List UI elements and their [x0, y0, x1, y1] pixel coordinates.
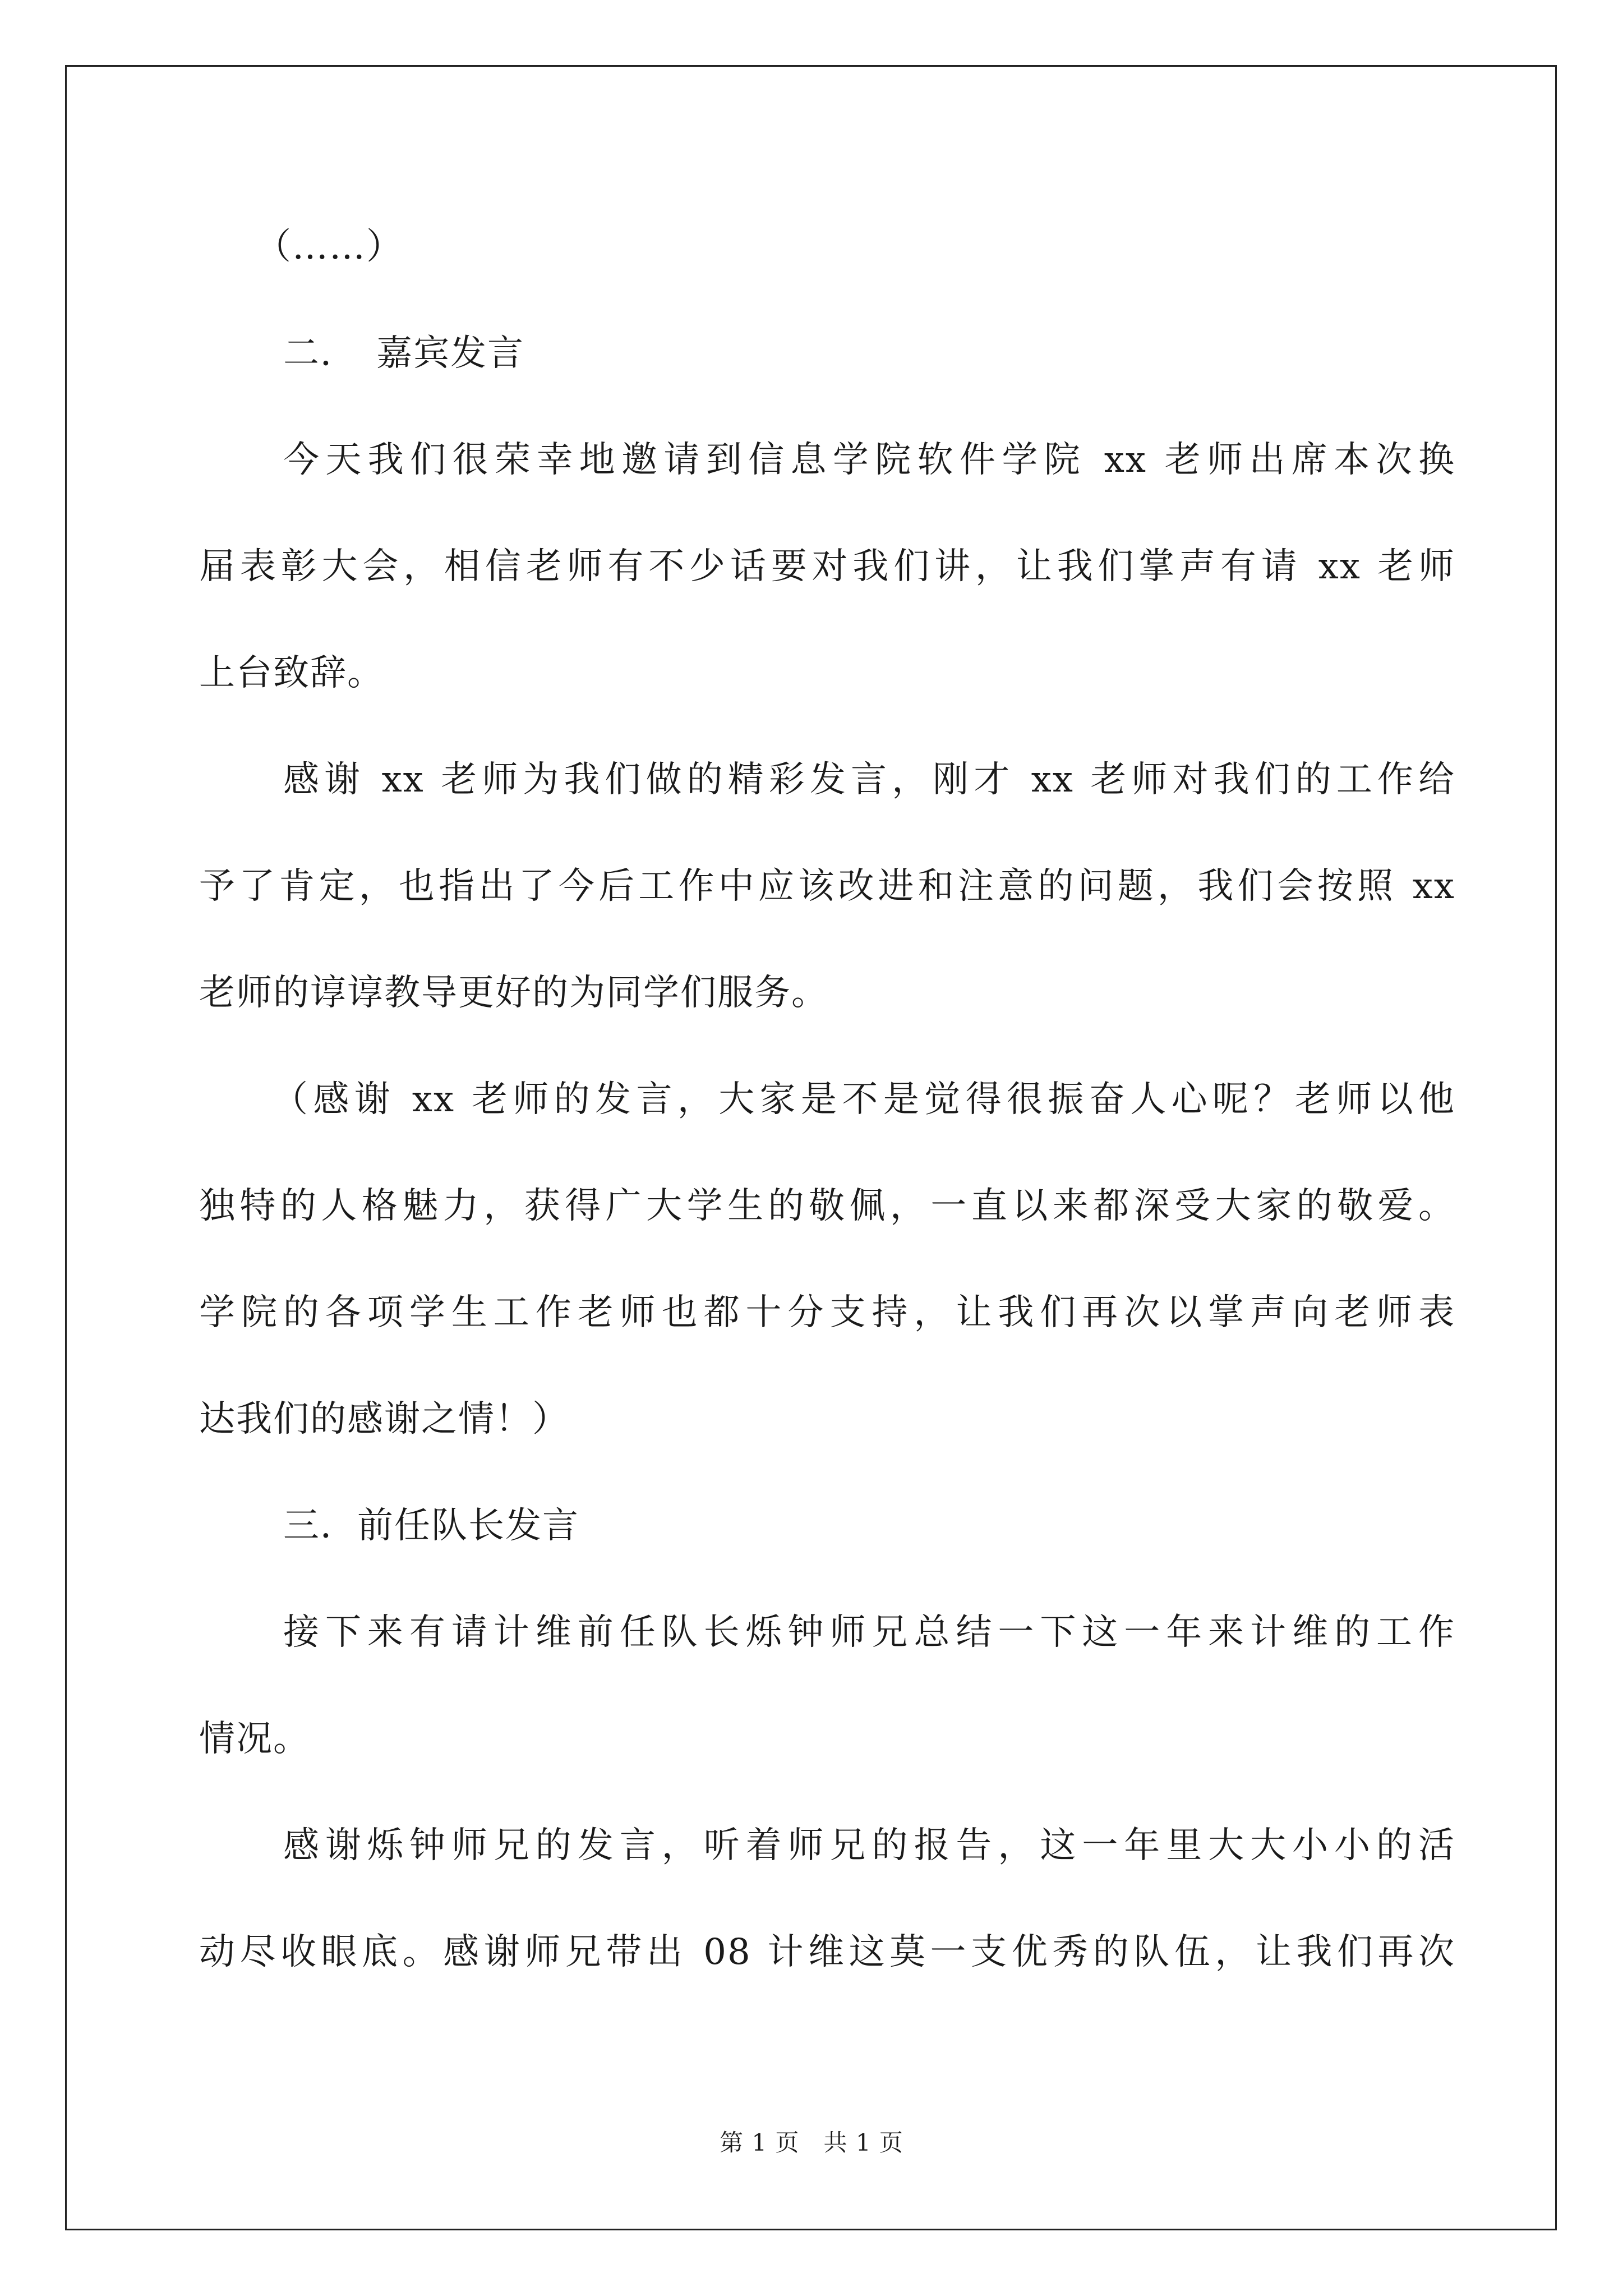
paragraph-line: 情况。	[199, 1718, 310, 1760]
paragraph-line: 独特的人格魅力，获得广大学生的敬佩，一直以来都深受大家的敬爱。	[199, 1185, 1455, 1227]
paragraph-line: 学院的各项学生工作老师也都十分支持，让我们再次以掌声向老师表	[199, 1292, 1455, 1333]
paragraph-line: 予了肯定，也指出了今后工作中应该改进和注意的问题，我们会按照 xx	[199, 866, 1455, 907]
paragraph-line: 上台致辞。	[199, 652, 384, 694]
paragraph-line: 动尽收眼底。感谢师兄带出 08 计维这莫一支优秀的队伍，让我们再次	[199, 1931, 1455, 1973]
paragraph-line: 届表彰大会，相信老师有不少话要对我们讲，让我们掌声有请 xx 老师	[199, 546, 1455, 587]
paragraph-line: 感谢 xx 老师为我们做的精彩发言，刚才 xx 老师对我们的工作给	[283, 759, 1455, 800]
ellipsis-line: （……）	[255, 226, 403, 268]
section-heading-guest-speech: 二． 嘉宾发言	[283, 333, 524, 374]
paragraph-line: 老师的谆谆教导更好的为同学们服务。	[199, 972, 828, 1014]
page-border	[65, 65, 1557, 2230]
paragraph-line: 今天我们很荣幸地邀请到信息学院软件学院 xx 老师出席本次换	[283, 439, 1455, 481]
paragraph-line: 达我们的感谢之情！）	[199, 1398, 569, 1440]
page-footer: 第 1 页 共 1 页	[720, 2129, 903, 2156]
section-heading-former-captain: 三．前任队长发言	[283, 1505, 579, 1547]
paragraph-line: 接下来有请计维前任队长烁钟师兄总结一下这一年来计维的工作	[283, 1612, 1455, 1653]
paragraph-line: 感谢烁钟师兄的发言，听着师兄的报告，这一年里大大小小的活	[283, 1825, 1455, 1866]
paragraph-line: （感谢 xx 老师的发言，大家是不是觉得很振奋人心呢？老师以他	[272, 1079, 1455, 1120]
